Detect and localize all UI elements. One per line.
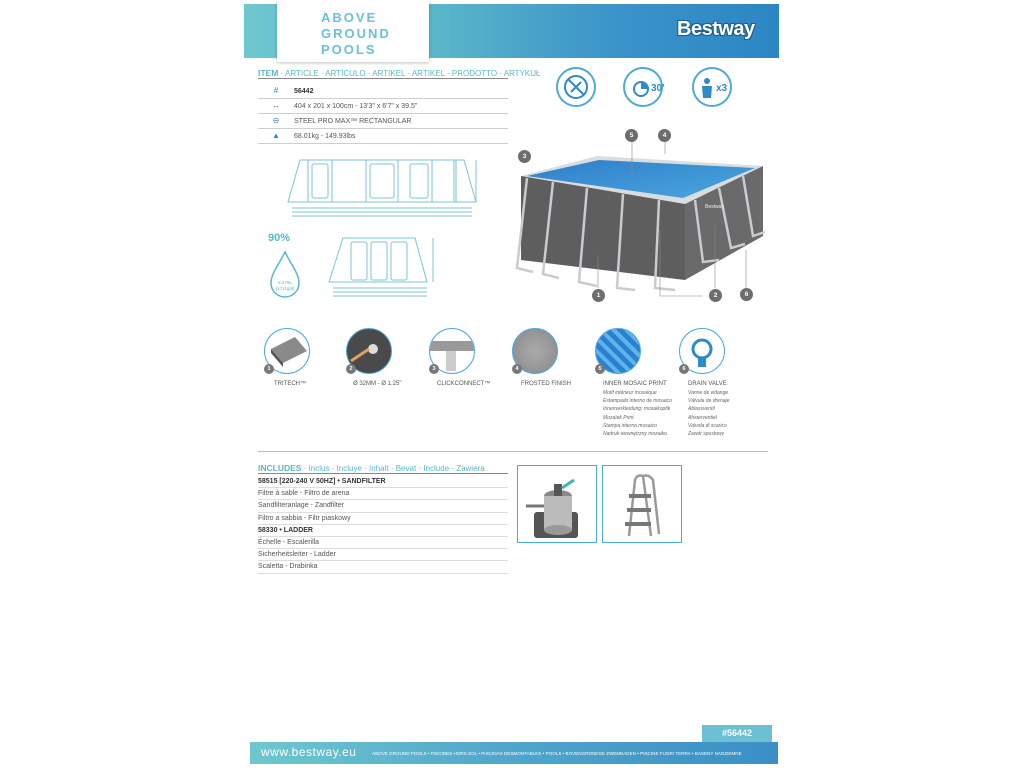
title-line-1: ABOVE: [321, 10, 378, 25]
feature-5-translations: [603, 389, 672, 438]
weight-icon: ▲: [272, 131, 280, 140]
feature-4-label: FROSTED FINISH: [521, 381, 572, 387]
includes-heading-translations: · Inclus · Incluye · Inhalt · Bevat · Include · Zawiera: [303, 464, 485, 473]
item-row-frame: [258, 114, 508, 128]
ladder-image: [602, 465, 682, 543]
includes-row: Échelle - Escalerilla: [258, 537, 508, 549]
feature-5-badge: 5: [595, 364, 605, 374]
people-count: x3: [716, 83, 728, 94]
item-table: [258, 84, 508, 144]
footer-categories: ABOVE GROUND POOLS • PISCINES HORS SOL • PISCINAS DESMONTABLES • POOLS • BOVENGRONDSE ZWEMBADEN • PISCINE FUORI TERRA • BASENY NADZIEMNE: [372, 751, 742, 756]
setup-time-icon: [623, 67, 663, 107]
divider: [258, 451, 768, 452]
frame-type-icon: ⊖: [272, 116, 280, 125]
item-row-weight: [258, 129, 508, 143]
includes-heading: [258, 463, 485, 473]
includes-heading-label: INCLUDES: [258, 463, 302, 473]
item-dimensions: 404 x 201 x 100cm - 13'3" x 6'7" x 39.5": [294, 103, 418, 110]
feature-5-sub-4: Mozaïek Print: [603, 414, 634, 421]
callout-6: 6: [740, 288, 753, 301]
setup-time: 30': [651, 83, 665, 94]
people-icon: [692, 67, 732, 107]
feature-6-sub-3: Ablassventil: [688, 406, 715, 413]
item-heading-translations: · ARTICLE · ARTÍCULO · ARTIKEL · ARTIKEL · PRODOTTO · ARTYKUŁ: [280, 69, 541, 78]
callout-lines: [590, 140, 760, 300]
feature-6-translations: [688, 389, 729, 438]
includes-row: Sandfilteranlage - Zandfilter: [258, 500, 508, 512]
feature-2-badge: 2: [346, 364, 356, 374]
feature-6-sub-2: Válvula de drenaje: [688, 398, 730, 405]
item-heading-label: ITEM: [258, 68, 279, 78]
item-row-number: [258, 84, 508, 98]
includes-row: 58330 • LADDER: [258, 525, 508, 537]
brand-logo: Bestway: [677, 18, 755, 40]
item-row-dimensions: [258, 99, 508, 113]
footer-url-link[interactable]: www.bestway.eu: [261, 745, 357, 759]
feature-5-sub-5: Stampa interna mosaico: [603, 422, 657, 429]
feature-6-sub-1: Vanne de vidange: [688, 390, 729, 396]
feature-3-badge: 3: [429, 364, 439, 374]
feature-5-sub-3: Innenverkleidung: mosaikoptik: [603, 406, 671, 413]
includes-list: [258, 476, 508, 574]
includes-row: Filtre à sable - Filtro de arena: [258, 488, 508, 500]
dimensions-icon: ↔: [272, 101, 280, 110]
feature-4-badge: 4: [512, 364, 522, 374]
water-volume: [272, 280, 298, 292]
callout-5: 5: [625, 129, 638, 142]
feature-5-label: INNER MOSAIC PRINT: [603, 381, 667, 387]
feature-2-label: Ø 32MM - Ø 1.25": [353, 381, 402, 387]
fill-percent: 90%: [268, 232, 291, 244]
item-weight: 68.01kg - 149.93lbs: [294, 133, 356, 140]
hash-icon: #: [273, 86, 279, 95]
callout-4: 4: [658, 129, 671, 142]
feature-3-label: CLICKCONNECT™: [437, 381, 491, 387]
no-tools-icon: [556, 67, 596, 107]
feature-6-label: DRAIN VALVE: [688, 381, 727, 387]
title-line-3: POOLS: [321, 42, 377, 57]
item-frame-type: STEEL PRO MAX™ RECTANGULAR: [294, 118, 412, 125]
feature-1-badge: 1: [264, 364, 274, 374]
includes-row: Filtro a sabbia - Filtr piaskowy: [258, 513, 508, 525]
product-code-tab: #56442: [702, 725, 772, 742]
feature-5-sub-2: Estampado interno de mosaico: [603, 398, 672, 405]
divider: [258, 473, 508, 474]
callout-3: 3: [518, 150, 531, 163]
feature-6-sub-4: Afvoerventiel: [688, 414, 717, 421]
title-line-2: GROUND: [321, 26, 391, 41]
callout-1: 1: [592, 289, 605, 302]
includes-row: Sicherheitsleiter - Ladder: [258, 549, 508, 561]
volume-gallons: (1711gal): [275, 286, 295, 291]
sandfilter-image: [517, 465, 597, 543]
divider: [258, 78, 508, 79]
feature-6-sub-5: Valvola di scarico: [688, 422, 727, 429]
end-view-drawing: [323, 232, 443, 300]
water-drop-icon: [268, 250, 302, 300]
feature-5-sub-6: Nadruk wewnętrzny mozaiko: [603, 431, 667, 438]
item-heading: [258, 68, 540, 78]
feature-5-sub-1: Motif intérieur mosaïque: [603, 390, 657, 396]
callout-2: 2: [709, 289, 722, 302]
includes-row: 58515 [220-240 V 50HZ] • SANDFILTER: [258, 476, 508, 488]
includes-row: Scaletta - Drabinka: [258, 561, 508, 573]
feature-1-label: TRITECH™: [274, 381, 306, 387]
svg-text:Bestway: Bestway: [705, 204, 724, 210]
feature-6-badge: 6: [679, 364, 689, 374]
title-card: [277, 0, 429, 62]
item-number: 56442: [294, 88, 314, 95]
volume-liters: 6.478L: [278, 280, 292, 285]
feature-6-sub-6: Zawór spustowy: [688, 431, 725, 438]
side-view-drawing: [282, 152, 492, 222]
